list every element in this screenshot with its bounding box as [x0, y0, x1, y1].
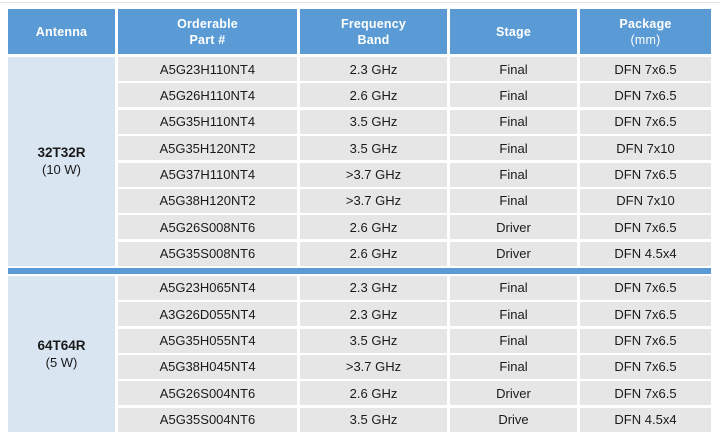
column-header-stage — [450, 9, 577, 54]
cell-stage: Final — [450, 276, 577, 300]
cell-frequency-band: 2.3 GHz — [300, 276, 447, 300]
cell-stage: Final — [450, 136, 577, 160]
cell-frequency-band: 2.3 GHz — [300, 57, 447, 81]
cell-package: DFN 7x6.5 — [580, 276, 711, 300]
group-separator-bar — [8, 268, 711, 274]
cell-frequency-band: 3.5 GHz — [300, 329, 447, 353]
cell-package: DFN 7x10 — [580, 189, 711, 213]
table-row — [118, 163, 714, 187]
antenna-power: (5 W) — [45, 354, 78, 370]
antenna-power: (10 W) — [42, 162, 81, 178]
cell-stage: Driver — [450, 242, 577, 266]
cell-frequency-band: 2.3 GHz — [300, 302, 447, 326]
cell-stage: Final — [450, 110, 577, 134]
column-header-package — [580, 9, 711, 54]
cell-frequency-band: 2.6 GHz — [300, 242, 447, 266]
cell-part-number: A5G38H120NT2 — [118, 189, 297, 213]
cell-frequency-band: 3.5 GHz — [300, 110, 447, 134]
header-label: Orderable — [177, 16, 238, 31]
cell-part-number: A5G38H045NT4 — [118, 355, 297, 379]
table-row — [118, 136, 714, 160]
cell-part-number: A5G26S008NT6 — [118, 215, 297, 239]
header-label: Frequency — [340, 16, 406, 31]
cell-part-number: A3G26D055NT4 — [118, 302, 297, 326]
table-row — [118, 355, 714, 379]
cell-part-number: A5G26H110NT4 — [118, 83, 297, 107]
table-row — [118, 57, 714, 81]
antenna-group — [8, 57, 711, 266]
antenna-name: 64T64R — [37, 337, 86, 353]
group-rows — [118, 57, 714, 266]
cell-part-number: A5G35H120NT2 — [118, 136, 297, 160]
table-row — [118, 110, 714, 134]
table-row — [118, 381, 714, 405]
cell-part-number: A5G35H055NT4 — [118, 329, 297, 353]
table-row — [118, 276, 714, 300]
cell-package: DFN 7x6.5 — [580, 302, 711, 326]
header-label: Stage — [495, 24, 532, 39]
rf-parts-table — [8, 9, 711, 432]
header-sublabel: (mm) — [630, 32, 661, 47]
top-divider-line — [0, 2, 720, 3]
table-row — [118, 242, 714, 266]
table-row — [118, 189, 714, 213]
antenna-group — [8, 276, 711, 432]
cell-frequency-band: 2.6 GHz — [300, 381, 447, 405]
cell-frequency-band: >3.7 GHz — [300, 189, 447, 213]
cell-package: DFN 7x6.5 — [580, 355, 711, 379]
antenna-name: 32T32R — [37, 145, 86, 161]
cell-stage: Final — [450, 189, 577, 213]
column-header-antenna — [8, 9, 115, 54]
table-body — [8, 57, 711, 432]
cell-part-number: A5G35S008NT6 — [118, 242, 297, 266]
cell-frequency-band: >3.7 GHz — [300, 355, 447, 379]
cell-frequency-band: 3.5 GHz — [300, 136, 447, 160]
cell-part-number: A5G35S004NT6 — [118, 408, 297, 432]
cell-stage: Final — [450, 163, 577, 187]
column-header-orderable-part — [118, 9, 297, 54]
table-row — [118, 215, 714, 239]
header-label: Package — [619, 16, 672, 31]
cell-package: DFN 7x6.5 — [580, 57, 711, 81]
cell-frequency-band: 2.6 GHz — [300, 83, 447, 107]
table-row — [118, 302, 714, 326]
cell-part-number: A5G37H110NT4 — [118, 163, 297, 187]
cell-stage: Final — [450, 329, 577, 353]
header-label: Part # — [189, 32, 226, 47]
table-header-row — [8, 9, 711, 54]
header-label: Band — [357, 32, 390, 47]
antenna-group-cell — [8, 276, 115, 432]
cell-frequency-band: 3.5 GHz — [300, 408, 447, 432]
cell-frequency-band: >3.7 GHz — [300, 163, 447, 187]
cell-part-number: A5G35H110NT4 — [118, 110, 297, 134]
cell-part-number: A5G26S004NT6 — [118, 381, 297, 405]
column-header-frequency-band — [300, 9, 447, 54]
cell-part-number: A5G23H065NT4 — [118, 276, 297, 300]
cell-stage: Driver — [450, 215, 577, 239]
cell-package: DFN 7x6.5 — [580, 83, 711, 107]
group-rows — [118, 276, 714, 432]
header-label: Antenna — [35, 24, 88, 39]
cell-stage: Drive — [450, 408, 577, 432]
cell-stage: Final — [450, 57, 577, 81]
table-row — [118, 408, 714, 432]
cell-package: DFN 7x6.5 — [580, 215, 711, 239]
cell-package: DFN 4.5x4 — [580, 242, 711, 266]
cell-stage: Final — [450, 83, 577, 107]
antenna-group-cell — [8, 57, 115, 266]
table-row — [118, 329, 714, 353]
cell-stage: Final — [450, 355, 577, 379]
cell-package: DFN 7x6.5 — [580, 163, 711, 187]
cell-package: DFN 7x6.5 — [580, 329, 711, 353]
cell-package: DFN 7x10 — [580, 136, 711, 160]
cell-stage: Driver — [450, 381, 577, 405]
cell-package: DFN 7x6.5 — [580, 381, 711, 405]
cell-part-number: A5G23H110NT4 — [118, 57, 297, 81]
table-row — [118, 83, 714, 107]
cell-stage: Final — [450, 302, 577, 326]
cell-frequency-band: 2.6 GHz — [300, 215, 447, 239]
cell-package: DFN 7x6.5 — [580, 110, 711, 134]
cell-package: DFN 4.5x4 — [580, 408, 711, 432]
